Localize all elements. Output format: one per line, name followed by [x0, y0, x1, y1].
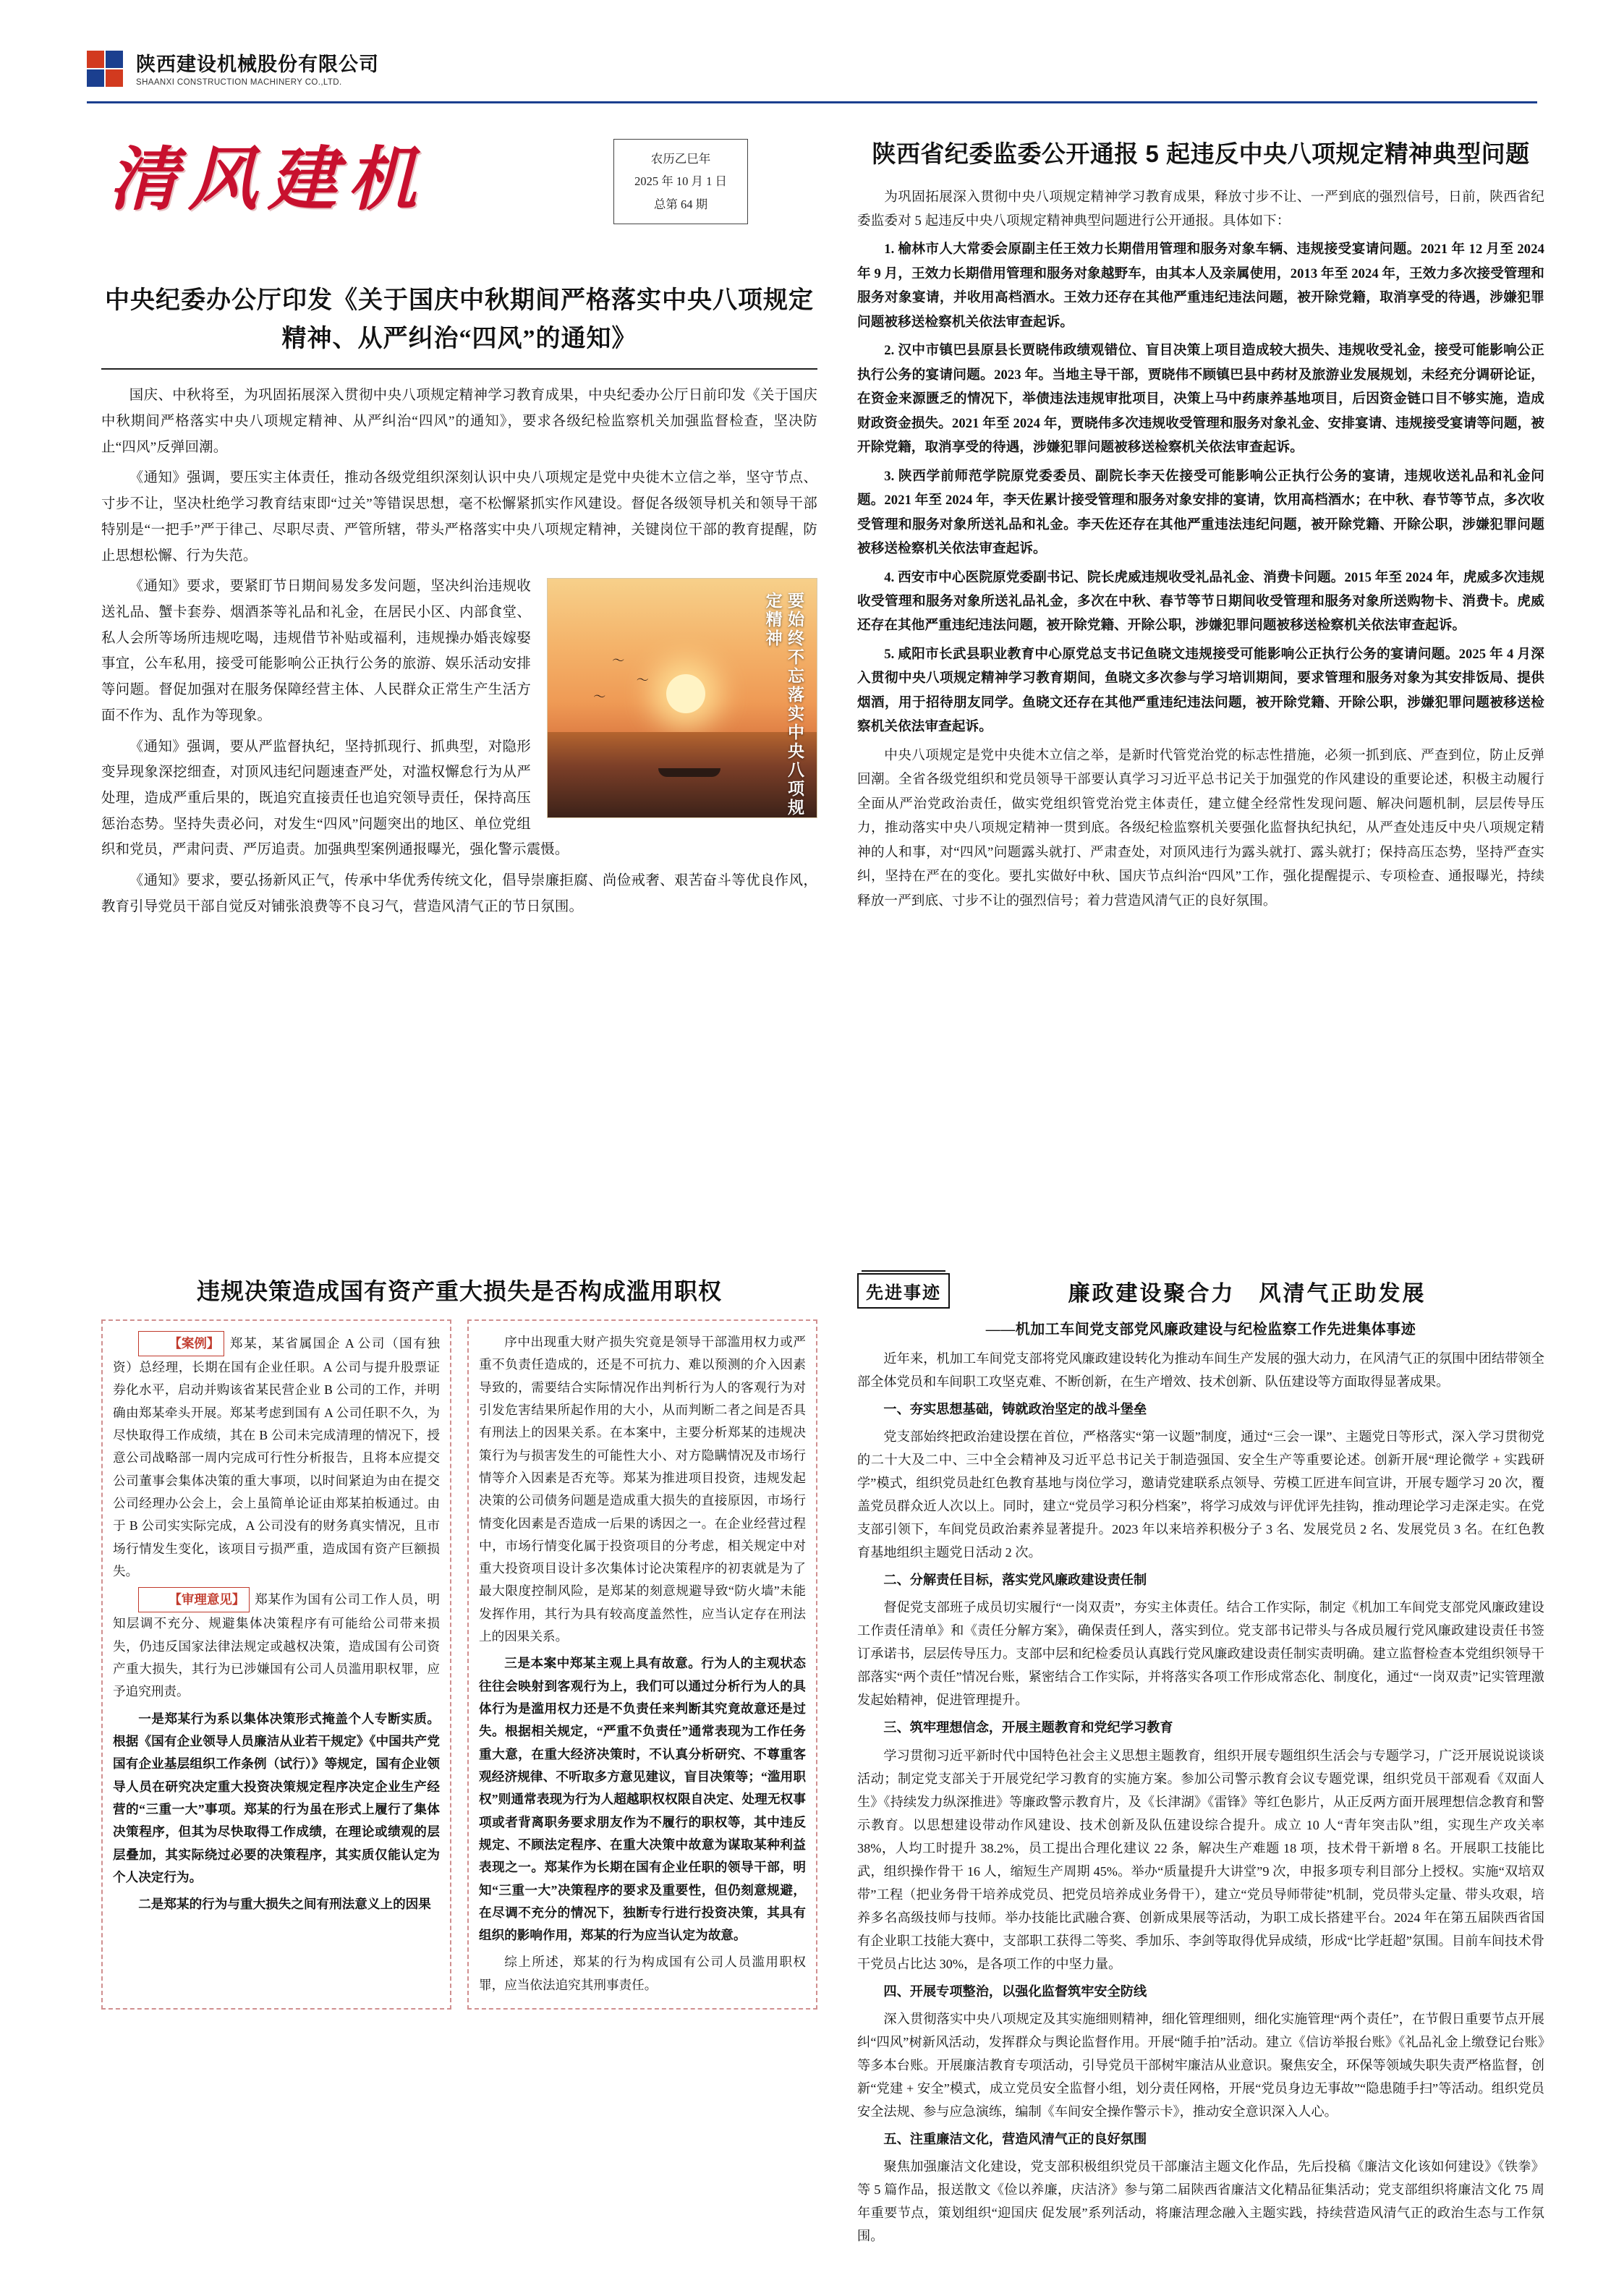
case-text: 郑某作为国有公司工作人员，明知层调不充分、规避集体决策程序有可能给公司带来损失，仍违反国家法律法规定或越权决策，造成国有公司资产重大损失，其行为已涉嫌国有公司人员滥用职权罪，应予追究刑责。 — [113, 1592, 440, 1699]
paper-title-wrap — [109, 127, 658, 221]
section-text: 学习贯彻习近平新时代中国特色社会主义思想主题教育，组织开展专题组织生活会与专题学习，广泛开展说说谈谈活动；制定党支部关于开展党纪学习教育的实施方案。参加公司警示教育会议专题党课，组织党员干部观看《双面人生》《持续发力纵深推进》等廉政警示教育片，及《长津湖》《雷锋》等红色影片，从正反两方面开展理想信念教育和警示教育。以思想建设带动作风建设、技术创新及队伍建设综合提升。成立 10 人“青年突击队”组，实现生产攻关率 38%，人均工时提升 38.2%，员工提出合理化建议 22 条，解决生产难题 18 项，技术骨干新增 8 名。开展职工技能比武，组织操作骨干 16 人，缩短生产周期 45%。举办“质量提升大讲堂”9 次，申报多项专利目部分上授权。实施“双培双带”工程（把业务骨干培养成党员、把党员培养成业务骨干），建立“党员导师带徒”机制，党员带头定量、带头攻艰，培养多名高级技师与技师。举办技能比武融合赛、创新成果展等活动，为职工成长搭建平台。2024 年在第五届陕西省国有企业职工技能大赛中，支部职工获得二等奖、季加乐、李剑等取得优异成绩，形成“比学赶超”氛围。目前车间技术骨干党员占比达 30%，是各项工作的中坚力量。 — [857, 1748, 1544, 1971]
right-article-lead: 为巩固拓展深入贯彻中央八项规定精神学习教育成果，释放寸步不让、一严到底的强烈信号，日前，陕西省纪委监委对 5 起违反中央八项规定精神典型问题进行公开通报。具体如下： — [857, 189, 1544, 229]
case-tag: 【案例】 — [138, 1331, 224, 1356]
section-text: 深入贯彻落实中央八项规定及其实施细则精神，细化管理细则，细化实施管理“两个责任”，在节假日重要节点开展纠“四风”树新风活动，发挥群众与舆论监督作用。开展“随手拍”活动。建立《信访举报台账》《礼品礼金上缴登记台账》等多本台账。开展廉洁教育专项活动，引导党员干部树牢廉洁从业意识。聚焦安全，环保等领域失职失责严格监督，创新“党建 + 安全”模式，成立党员安全监督小组，划分责任网格，开展“党员身边无事故”“隐患随手扫”等活动。组织党员安全法规、参与应急演练，编制《车间安全操作警示卡》，推动安全意识深入人心。 — [857, 2011, 1544, 2119]
section-heading: 二、分解责任目标，落实党风廉政建设责任制 — [883, 1573, 1147, 1588]
right-article-title: 陕西省纪委监委公开通报 5 起违反中央八项规定精神典型问题 — [872, 140, 1530, 167]
sunset-photo: 〜 〜 〜 要始终不忘落实中央八项规定精神 — [547, 578, 817, 818]
right-article-case: 4. 西安市中心医院原党委副书记、院长虎威违规收受礼品礼金、消费卡问题。2015 年至 2024 年，虎威多次违规收受管理和服务对象所送礼品礼金，多次在中秋、春节等节日期间收受管理和服务对象所送购物卡、消费卡。虎威还存在其他严重违纪违法问题，被开除党籍、开除公职，涉嫌犯罪问题被移送检察机关依法审查起诉。 — [857, 569, 1544, 634]
left-article — [101, 282, 817, 924]
section-text: 督促党支部班子成员切实履行“一岗双责”，夯实主体责任。结合工作实际，制定《机加工车间党支部党风廉政建设工作责任清单》和《责任分解方案》，确保责任到人，落实到位。党支部书记带头与各成员履行党风廉政建设责任书签订承诺书，层层传导压力。支部中层和纪检委员认真践行党风廉政建设责任制实责明确。建立监督检查本党组织领导干部落实“两个责任”情况台账，紧密结合工作实际，并将落实各项工作形成常态化、制度化，通过“一岗双责”记实管理激发起始精神，促进管理提升。 — [857, 1600, 1544, 1708]
left-article-paragraph: 《通知》强调，要从严监督执纪，坚持抓现行、抓典型，对隐形变异现象深挖细查，对顶风违纪问题速查严处，对滥权懈怠行为从严处理，造成严重后果的，既追究直接责任也追究领导责任，保持高压惩治态势。坚持失责必问，对发生“四风”问题突出的地区、单位党组织和党员，严肃问责、严厉追责。加强典型案例通报曝光，强化警示震慑。 — [101, 739, 569, 858]
left-article-paragraph: 《通知》要求，要紧盯节日期间易发多发问题，坚决纠治违规收送礼品、蟹卡套券、烟酒茶等礼品和礼金，在居民小区、内部食堂、私人会所等场所违规吃喝，违规借节补贴或福利，违规操办婚丧嫁娶事宜，公车私用，接受可能影响公正执行公务的旅游、娱乐活动安排等问题。督促加强对在服务保障经营主体、人民群众正常生产生活方面不作为、乱作为等现象。 — [101, 579, 531, 723]
left-article-title: 中央纪委办公厅印发《关于国庆中秋期间严格落实中央八项规定精神、从严纠治“四风”的通知》 — [105, 287, 814, 352]
lower-left-article — [101, 1273, 817, 2010]
company-name-en: SHAANXI CONSTRUCTION MACHINERY CO.,LTD. — [136, 78, 342, 88]
section-heading: 四、开展专项整治，以强化监督筑牢安全防线 — [883, 1984, 1147, 1999]
right-article-case: 1. 榆林市人大常委会原副主任王效力长期借用管理和服务对象车辆、违规接受宴请问题。2021 年 12 月至 2024 年 9 月，王效力长期借用管理和服务对象越野车，由其本人及亲属使用，2013 年至 2024 年，王效力多次接受管理和服务对象宴请，并收用高档酒水。王效力还存在其他严重违纪违法问题，被开除党籍，取消享受的待遇，涉嫌犯罪问题被移送检察机关依法审查起诉。 — [857, 242, 1544, 330]
left-article-paragraph: 《通知》强调，要压实主体责任，推动各级党组织深刻认识中央八项规定是党中央徙木立信之举，坚守节点、寸步不让，坚决杜绝学习教育结束即“过关”等错误思想，毫不松懈紧抓实作风建设。督促各级领导机关和领导干部特别是“一把手”严于律己、尽职尽责、严管所辖，带头严格落实中央八项规定精神，关键岗位干部的教育提醒，防止思想松懈、行为失范。 — [101, 470, 817, 564]
section-heading: 五、注重廉洁文化，营造风清气正的良好氛围 — [883, 2132, 1147, 2146]
advanced-deeds-subtitle: ——机加工车间党支部党风廉政建设与纪检监察工作先进集体事迹 — [985, 1322, 1416, 1338]
advanced-deeds-banner — [857, 1273, 1544, 1309]
case-text: 郑某，某省属国企 A 公司（国有独资）总经理，长期在国有企业任职。A 公司与提升股票证券化水平，启动并购该省某民营企业 B 公司的工作，并明确由郑某牵头开展。郑某考虑到国有 A 公司任职不久，为尽快取得工作成绩，其在 B 公司未完成清理的情况下，授意公司战略部一周内完成可行性分析报告，且将本应提交公司董事会集体决策的重大事项，以时间紧迫为由在提交公司经理办公会上，会上虽简单论证由郑某拍板通过。由于 B 公司实实际完成，A 公司没有的财务真实情况，且市场行情发生变化，该项目亏损严重，造成国有资产巨额损失。 — [113, 1336, 440, 1578]
title-rule — [101, 368, 817, 370]
section-heading: 一、夯实思想基础，铸就政治坚定的战斗堡垒 — [883, 1402, 1147, 1417]
right-article — [857, 136, 1544, 917]
advanced-deeds-badge: 先进事迹 — [857, 1273, 950, 1309]
photo-caption: 要始终不忘落实中央八项规定精神 — [763, 592, 804, 818]
issue-lunar: 农历乙巳年 — [650, 151, 711, 166]
masthead — [87, 45, 1537, 95]
right-article-case: 2. 汉中市镇巴县原县长贾晓伟政绩观错位、盲目决策上项目造成较大损失、违规收受礼金，接受可能影响公正执行公务的宴请问题。2023 年。当地主导干部，贾晓伟不顾镇巴县中药材及旅游业发展规划，未经充分调研论证，在资金来源匮乏的情况下，举债违法违规审批项目，决策上马中药康养基地项目，后因资金链口目不够实施，造成财政资金损失。2021 年至 2024 年，贾晓伟多次违规收受管理和服务对象礼金、安排宴请、违规接受宴请等问题，被开除党籍，取消享受的待遇，涉嫌犯罪问题被移送检察机关依法审查起诉。 — [857, 343, 1544, 456]
right-article-case: 3. 陕西学前师范学院原党委委员、副院长李天佐接受可能影响公正执行公务的宴请，违规收送礼品和礼金问题。2021 年至 2024 年，李天佐累计接受管理和服务对象安排的宴请，饮用高档酒水；在中秋、春节等节点，多次收受管理和服务对象所送礼品和礼金。李天佐还存在其他严重违法违纪问题，被开除党籍、开除公职，涉嫌犯罪问题被移送检察机关依法审查起诉。 — [857, 468, 1544, 557]
section-text: 聚焦加强廉洁文化建设，党支部积极组织党员干部廉洁主题文化作品，先后投稿《廉洁文化该如何建设》《铁拳》等 5 篇作品，报送散文《俭以养廉，庆洁济》参与第二届陕西省廉洁文化精品征集活动；党支部组织将廉洁文化 75 周年重要节点，策划组织“迎国庆 促发展”系列活动，将廉洁理念融入主题实践，持续营造风清气正的政治生态与工作氛围。 — [857, 2159, 1544, 2244]
section-text: 党支部始终把政治建设摆在首位，严格落实“第一议题”制度，通过“三会一课”、主题党日等形式，深入学习贯彻党的二十大及二中、三中全会精神及习近平总书记关于制造强国、安全生产等重要论述。创新开展“理论微学 + 实践研学”模式，组织党员赴红色教育基地与岗位学习，邀请党建联系点领导、劳模工匠进车间宣讲，开展专题学习 20 次，覆盖党员群众近人次以上。同时，建立“党员学习积分档案”，将学习成效与评优评先挂钩，推动理论学习走深走实。在党支部引领下，车间党员政治素养显著提升。2023 年以来培养积极分子 3 名、发展党员 2 名、发展党员 3 名。在红色教育基地组织主题党日活动 2 次。 — [857, 1429, 1544, 1560]
issue-number: 总第 64 期 — [653, 197, 708, 211]
case-text: 一是郑某行为系以集体决策形式掩盖个人专断实质。根据《国有企业领导人员廉洁从业若干规定》《中国共产党国有企业基层组织工作条例（试行）》等规定，国有企业领导人员在研究决定重大投资决策规定程序决定企业生产经营的“三重一大”事项。郑某的行为虽在形式上履行了集体决策程序，但其为尽快取得工作成绩，在理论或绩观的层层叠加，其实际绕过必要的决策程序，其实质仅能认定为个人决定行为。 — [113, 1711, 440, 1884]
case-box-left — [101, 1319, 451, 2010]
lower-left-title: 违规决策造成国有资产重大损失是否构成滥用职权 — [196, 1278, 722, 1304]
company-name-cn: 陕西建设机械股份有限公司 — [136, 53, 379, 75]
case-text: 序中出现重大财产损失究竟是领导干部滥用权力或严重不负责任造成的，还是不可抗力、难以预测的介入因素导致的，需要结合实际情况作出判析行为人的客观行为对引发危害结果所起作用的大小，从而判断二者之间是否具有刑法上的因果关系。在本案中，主要分析郑某的违规决策行为与损害发生的可能性大小、对方隐瞒情况及市场行情等介入因素是否充等。郑某为推进项目投资，违规发起决策的公司债务问题是造成重大损失的直接原因，市场行情变化因素是否造成一后果的诱因之一。在企业经营过程中，市场行情变化属于投资项目的分考虑，相关规定中对重大投资项目设计多次集体讨论决策程序的初衷就是为了最大限度控制风险，是郑某的刻意规避导致“防火墙”未能发挥作用，其行为具有较高度盖然性，应当认定存在刑法上的因果关系。 — [479, 1335, 806, 1644]
advanced-deeds-slogan: 廉政建设聚合力 风清气正助发展 — [1068, 1281, 1427, 1306]
company-logo-icon — [87, 51, 126, 90]
advanced-deeds-intro: 近年来，机加工车间党支部将党风廉政建设转化为推动车间生产发展的强大动力，在风清气正的氛围中团结带领全部全体党员和车间职工攻坚克难、不断创新，在生产增效、技术创新、队伍建设等方面取得显著成果。 — [857, 1351, 1544, 1390]
masthead-divider — [87, 101, 1537, 103]
left-article-paragraph: 国庆、中秋将至，为巩固拓展深入贯彻中央八项规定精神学习教育成果，中央纪委办公厅日前印发《关于国庆中秋期间严格落实中央八项规定精神、从严纠治“四风”的通知》，要求各级纪检监察机关加强监督检查，坚决防止“四风”反弹回潮。 — [101, 388, 817, 455]
case-text: 综上所述，郑某的行为构成国有公司人员滥用职权罪，应当依法追究其刑事责任。 — [479, 1955, 806, 1992]
case-text: 三是本案中郑某主观上具有故意。行为人的主观状态往往会映射到客观行为上，我们可以通过分析行为人的具体行为是滥用权力还是不负责任来判断其究竟故意还是过失。根据相关规定，“严重不负责任”通常表现为工作任务重大意，在重大经济决策时，不认真分析研究、不尊重客观经济规律、不听取多方意见建议，盲目决策等；“滥用职权”则通常表现为行为人超越职权权限自决定、处理无权事项或者背离职务要求朋友作为不履行的职权等，其中违反规定、不顾法定程序、在重大决策中故意为谋取某种利益表现之一。郑某作为长期在国有企业任职的领导干部，明知“三重一大”决策程序的要求及重要性，但仍刻意规避，在尽调不充分的情况下，独断专行进行投资决策，其具有组织的影响作用，郑某的行为应当认定为故意。 — [479, 1656, 806, 1943]
lower-right-article — [857, 1273, 1544, 2252]
case-box-right — [467, 1319, 817, 2010]
case-text: 二是郑某的行为与重大损失之间有刑法意义上的因果 — [138, 1897, 431, 1912]
section-heading: 三、筑牢理想信念，开展主题教育和党纪学习教育 — [883, 1720, 1173, 1735]
left-article-paragraph: 《通知》要求，要弘扬新风正气，传承中华优秀传统文化，倡导崇廉拒腐、尚俭戒奢、艰苦奋斗等优良作风，教育引导党员干部自觉反对铺张浪费等不良习气，营造风清气正的节日氛围。 — [101, 873, 817, 914]
right-article-case: 5. 咸阳市长武县职业教育中心原党总支书记鱼晓文违规接受可能影响公正执行公务的宴请问题。2025 年 4 月深入贯彻中央八项规定精神学习教育期间，鱼晓文多次参与学习培训期间，要求管理和服务对象为其安排饭局、提供烟酒，用于招待朋友同学。鱼晓文还存在其他严重违纪违法问题，被开除党籍、开除公职，涉嫌犯罪问题被移送检察机关依法审查起诉。 — [857, 646, 1544, 735]
opinion-tag: 【审理意见】 — [138, 1587, 250, 1612]
page-title: 清风建机 — [109, 140, 427, 218]
issue-info-box — [613, 139, 748, 224]
right-article-closing: 中央八项规定是党中央徙木立信之举，是新时代管党治党的标志性措施，必须一抓到底、严查到位，防止反弹回潮。全省各级党组织和党员领导干部要认真学习习近平总书记关于加强党的作风建设的重要论述，积极主动履行全面从严治党政治责任，做实党组织管党治党主体责任，建立健全经常性发现问题、解决问题机制，层层传导压力，推动落实中央八项规定精神一贯到底。各级纪检监察机关要强化监督执纪执纪，从严查处违反中央八项规定精神的人和事，对“四风”问题露头就打、严肃查处，对顶风违行为露头就打、露头就打；保持高压态势，坚持严查实纠，坚持在严在的变化。要扎实做好中秋、国庆节点纠治“四风”工作，强化提醒提示、专项检查、通报曝光，持续释放一严到底、寸步不让的强烈信号；着力营造风清气正的良好氛围。 — [857, 747, 1544, 909]
issue-date: 2025 年 10 月 1 日 — [634, 174, 727, 189]
